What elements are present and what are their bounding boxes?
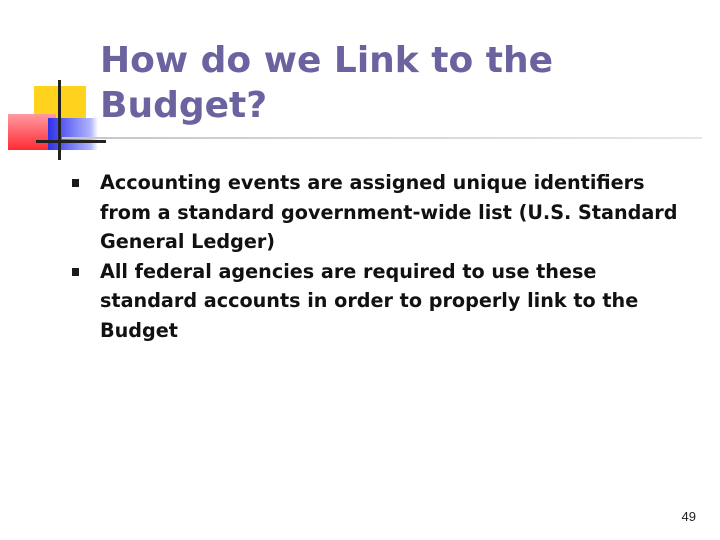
square-bullet-icon xyxy=(72,268,79,276)
bullet-item xyxy=(72,168,682,257)
page-number: 49 xyxy=(681,509,696,524)
bullet-item xyxy=(72,257,682,346)
decorative-vertical-line xyxy=(58,80,61,160)
bullet-text: Accounting events are assigned unique identifiers from a standard government-wide list (U.S. Standard General Ledger) xyxy=(100,171,678,253)
square-bullet-icon xyxy=(72,179,79,187)
slide-title: How do we Link to the Budget? xyxy=(100,40,554,126)
decorative-horizontal-line xyxy=(36,140,106,143)
bullet-list xyxy=(72,168,682,345)
decorative-blue-block xyxy=(48,118,98,150)
title-divider xyxy=(62,137,702,139)
bullet-text: All federal agencies are required to use these standard accounts in order to properly link to the Budget xyxy=(100,259,639,342)
